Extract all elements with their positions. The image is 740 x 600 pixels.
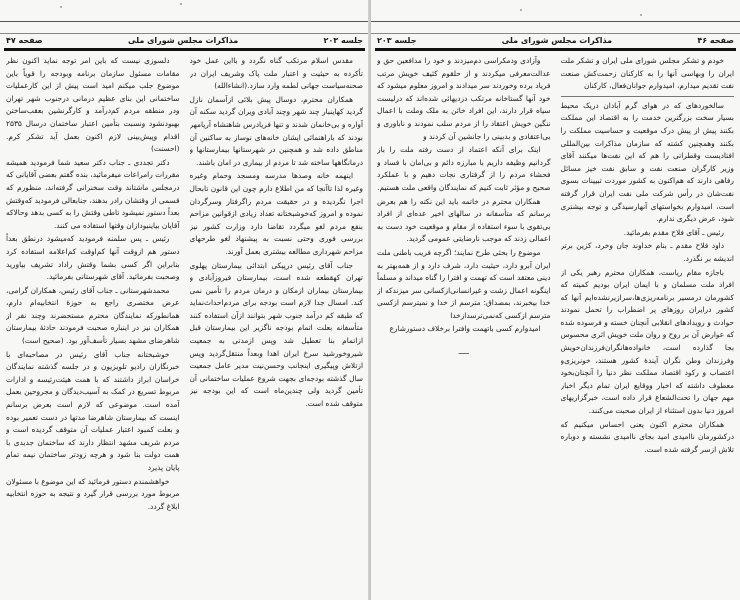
- column-left: [6, 55, 180, 594]
- header-thick-rule: [4, 48, 365, 51]
- footer-mark: ـــــ: [458, 348, 469, 357]
- paragraph: جناب آقای رئیس درپیکی ابتدائی بیمارستان پهلوی تهران کهقطعه شده است، بیمارستان فیروزآبادی و بیمارستان بیماران ازمکان و درمان مردم را تأمین نمی کند. امسال جدا لازم است بودجه برای مردم‌احداث‌نماید که طبقه کم درآمد جنوب شهر بتوانند ازآن استفاده کنند متأسفانه بعلت اتمام بودجه ناگزیر این بیمارستان قبل ازاتمام بنا تعطیل شد وپس ازمدتی به جمعیت شیروخورشید سرخ ایران اهدا وبعداً منتقل‌گردید وپس ازتلاش وپیگیری اینجانب وحسن‌نیت مدیر عامل جمعیت سال گذشته بودجه‌ای بجهت شروع عملیات ساختمانی آن تأمین گردید ولی چندین‌ماه است که این بودجه نیز متوقف شده است.: [189, 260, 363, 409]
- scan-speck: [180, 3, 182, 5]
- text-columns: [6, 55, 363, 594]
- paragraph: همکاران محترم، دوسال پیش بلائی ازآسمان نازل گردید کهاینبار چند شهر وچند آبادی ویران گردید سکنه آن آواره و بی‌خانمان شدند و تنها فریادرس شاهنشاه آریامهر بودند که باراهنمائی ایشان خانه‌های نوساز به ساکنین آن مناطق داده شد و همچنین در شهرستانها بیمارستانها و درمانگاهها ساخته شد تا مردم از بیماری در امان باشند.: [189, 94, 363, 167]
- session-label: جلسه ۲۰۳: [377, 35, 417, 45]
- column-right: [561, 55, 735, 594]
- paragraph: سالخوردهای که در هوای گرم آبادان دریک محیط بسیار سخت بزرگترین خدمت را به اقتصاد این مملکت بکنند پیش از پیش درک موقعیت و حساسیت مملکت را بکنند وهمچنین کشته که سازمان مذاکرات بین‌المللی افتادیست وقطراتی را هم که این نفت‌ها میکنند آقای وزیر کارگران صنعت نفت و سابق نفت خیز مسائل رفاهی دارند که هم‌اکنون به کشور موردت تبیینات بسوی نفت‌شان در رأس شرکت ملی نفت ایران قرار گرفته است، امیدوارم بخواستهای آنهارسیدگی و توجه بیشتری شود، عرض دیگری ندارم.: [560, 100, 734, 224]
- paragraph: همکاران محترم اکنون یعنی احساس میکنیم که درکشورمان ناامیدی امید بجای ناامیدی نشسته و دوباره تلاش ازسر گرفته شده است.: [560, 419, 734, 454]
- publication-title: مذاکرات مجلس شورای ملی: [501, 35, 613, 45]
- paragraph: وآزادی ودمکراسی دم‌میزدند و خود را مدافعین حق و عدالت‌معرفی میکردند و از حلقوم کثیف خویش مرتب فریاد برده وخوردند سر میدادند و امروز معلوم میشود که خود آنها گستاخانه مرتکب دزدیهائی شده‌اند که درلیست سیاه قرار دارند، این افراد خائن به ملک وملت با اعمال ننگین خویش اعتقاد را از مردم سلب نمودند و ناباوری و بی‌اعتقادی و بدبینی را جانشین آن کردند و: [377, 56, 551, 141]
- right-page: [371, 0, 740, 600]
- paragraph: دلسوزی نیست که باین امر توجه نماید اکنون نظر مقامات مسئول سازمان برنامه وبودجه را قویاً باین موضوع جلب میکنم امید است پیش از این کارعملیات ساختمانی این بنای عظیم درمانی درجنوب شهر تهران ودر منطقه مردم کم‌درآمد و کارگرنشین بعقب‌ساختن بهبودنشود ونسبت بتأمین اعتبار ساختمان درسال ۲۵۳۵ اقدام وپیش‌بینی لازم اکنون بعمل آید تشکر کرم. (احسنت): [6, 56, 180, 154]
- speaker-paragraph: محمدشهرستانی ـ جناب آقای رئیس، همکاران گرامی، عرض مختصری راجع به حوزهٔ انتخابیه‌ام دارم، همانطورکه نمایندگان محترم مستحضرند وچند نفر از همکاران نیز در اینباره صحبت فرمودند حادثهٔ بیمارستان شاهرضای مشهد بسیار تأسف‌آور بود. (صحیح است): [6, 285, 180, 346]
- paragraph: امیدوارم کسی باتهمت وافترا برخلاف دستورشارع: [389, 324, 541, 334]
- paragraph-divider: [561, 96, 735, 97]
- paragraph: خواهشمندم دستور فرمائید که این موضوع با مسئولان مربوط مورد بررسی قرار گیرد و نتیجه به حوزه انتخابیه ابلاغ گردد.: [6, 476, 180, 511]
- running-head: [377, 33, 734, 47]
- top-rule: [0, 21, 369, 22]
- top-rule: [371, 21, 740, 22]
- paragraph: همکاران محترم در خاتمه باید این نکته را هم بعرض برسانم که متأسفانه در سالهای اخیر عده‌ای از افراد بی‌تقوی با سوء استفاده از مقام و موقعیت خود دست به اعمالی زدند که موجب نارضایتی عمومی گردید.: [377, 196, 551, 244]
- page-number: صفحه ۴۷: [6, 35, 43, 45]
- paragraph: موضوع را بحثی طرح نمایند؛ اگرچه فریب باطنی ملت ایران آبرو دارد، حیثیت دارد، شرف دارد و از همه‌بهتر به دینی معتقد است که تهمت و افترا را گناه میداند و مسلماً اینگونه اعمال زشت و غیرانسانی‌ازکسانی سر میزندکه از خدا بیخبرند، بمصداق: مترسم از خدا و نمیترسم ازکسی مترسم ازکسی که‌نمی‌ترسد‌ازخدا: [377, 247, 551, 320]
- paragraph: اینک برای آنکه اعتماد از دست رفته ملت را باز گردانیم وظیفه داریم با مبارزه دائم و بی‌امان با فساد و فحشاء مردم را از گرفتاری نجات دهیم و با عملکرد صحیح و مؤثر ثابت کنیم که نمایندگان واقعی ملت هستیم.: [377, 145, 551, 192]
- session-label: جلسه ۲۰۳: [323, 35, 363, 45]
- paragraph: خوشبختانه جناب آقای رئیس در مصاحبه‌ای با خبرنگاران رادیو تلویزیون و در جلسه گذشته نمایندگان خراسان ابراز داشتند که با همت هیئت‌رئیسه و ادارات مربوط تسریع در کمک به آسیب‌دیدگان و مجروحین بعمل آمده است. موضوعی که لازم است بعرض برسانم اینست که بیمارستان شاهرضا مدتها در دست تعمیر بوده و بعلت کمبود اعتبار عملیات آن متوقف گردیده است و مردم شریف مشهد انتظار دارند که ساختمان جدیدی با همت دولت بنا شود و هرچه زودتر ساختمان نیمه تمام پایان پذیرد: [6, 349, 180, 472]
- header-thick-rule: [375, 48, 736, 51]
- column-right: [190, 55, 364, 594]
- scan-speck: [640, 14, 642, 16]
- column-left: [377, 55, 551, 594]
- speaker-paragraph: داود فلاح مقدم ـ بنام خداوند جان وخرد، کزین برتر اندیشه بر نگذرد.: [560, 241, 734, 263]
- left-page: [0, 0, 369, 600]
- paragraph: اینهمه خانه وصدها مدرسه ومسجد وحمام وغیره وغیره لذا تاآنجا که من اطلاع دارم چون این قانون تابحال اجرا نگردیده و در حقیقت مردم راگرفتار وسرگردان نموده و امروز که‌خوشبختانه تعداد زیادی ازقوانین مزاحم بنفع مردم لغو میگردد تقاضا دارد وزارت کشور نیز بررسی فوری وحتی نسبت به پیشنهاد لغو طرحهای مزاحم شهرداری مطالعه بیشتری بعمل آورند.: [189, 171, 363, 256]
- text-columns: [377, 55, 734, 594]
- speaker-paragraph: رئیس ـ آقای فلاح مقدم بفرمائید.: [623, 227, 724, 237]
- speaker-paragraph: دکتر تجددی ـ جناب دکتر سعید شما فرمودید همیشه مقررات رامراعات میفرمائید، بنده گفتم بعضی آقایانی که درمجلس ماشتاند وقت سخنرانی گرفته‌اند، منظورم که قسمی از وقتشان رادر بدهند، جنابعالی فرمودید که‌وقتش بعداً دستور نمیشود تاطی وقتش را به کسی بدهد وحالاکه آقایان بیاینبودازان وقتها استفاده می کنند.: [6, 157, 180, 230]
- scan-speck: [520, 9, 522, 11]
- paragraph: باجازه مقام ریاست، همکاران محترم رهبر یکی از افراد ملت مسلمان و با ایمان ایران بودیم کمیته که کشورمان درمسیر برنامه‌ریزی‌ها،سرازیرنشده‌ایم آنها که کشور درایران روزهای پر اضطراب را تحمل نمودند حوادث و رویدادهای انقلابی آنچنان خسته و فرسوده شده که عوارض آن بر روح و روان ملت خویش اثری محسوس بجا گذارده است، خانواده‌هانگران‌فرزندان‌خویش وفرزندان وطن نگران آیندهٔ کشور هستند، خونریزی‌و اعتصاب و رکود اقتصاد مملکت نظر دنیا را آنچنان‌بخود معطوف داشته که اخبار ووقایع ایران تمام دیگر اخبار مهم جهان را تحت‌الشعاع قرار داده است، خبرگزاریهای امروز دنیا بدون استثناء از ایران صحبت می‌کنند.: [560, 267, 734, 416]
- scan-speck: [60, 6, 62, 8]
- speaker-paragraph: رئیس ـ پس سلمنه فرمودید که‌میشود درنطق بعداً دستور هم ازوقت آنها کم‌اوقت کم‌اعلامه استفاده کرد بنابراین اگر کسی بشما وقتش راداد تشریف بیاورید وصحبت بفرمائید. آقای شهرستانی بفرمائید.: [6, 234, 180, 282]
- paragraph: مقدس اسلام مرتکب گناه نگردد و بااین عمل خود تأکرده به حیثیت و اعتبار ملت پاک وشریف ایران در صحنه‌سیاست جهانی لطمه وارد سازد.(انشاءالله): [189, 56, 363, 91]
- page-number: صفحه ۴۶: [697, 35, 734, 45]
- paragraph: خودم و تشکر مجلس شورای ملی ایران و تشکر ملت ایران را وبهاسی آنها را به کارکنان زحمت‌کش صنعت نفت تقدیم میدارم، امیدوارم جوانان‌فعال، کارکنان: [560, 56, 734, 91]
- running-head: [6, 33, 363, 47]
- publication-title: مذاکرات مجلس شورای ملی: [127, 35, 239, 45]
